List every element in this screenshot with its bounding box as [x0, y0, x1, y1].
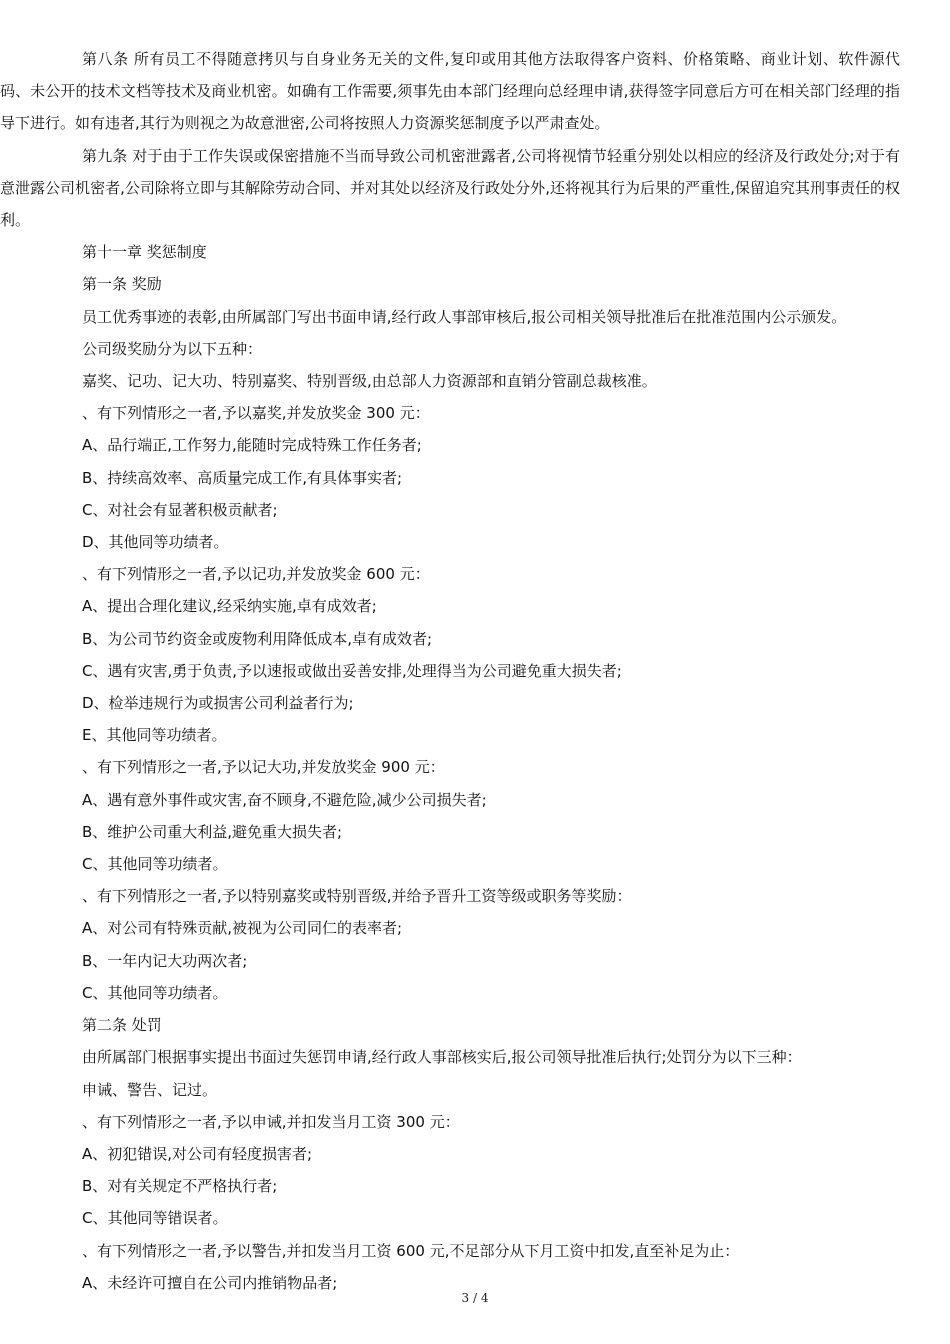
list-item: D、检举违规行为或损害公司利益者行为; [82, 694, 354, 713]
article-9-paragraph: 第九条 对于由于工作失误或保密措施不当而导致公司机密泄露者,公司将视情节轻重分别处以相应的经济及行政处分;对于有意泄露公司机密者,公司除将立即与其解除劳动合同、并对其处以经济及行政处分外,还将视其行为后果的严重性,保留追究其刑事责任的权利。 [0, 146, 900, 230]
list-item: C、其他同等功绩者。 [82, 855, 228, 874]
warning-clause: 、有下列情形之一者,予以警告,并扣发当月工资 600 元,不足部分从下月工资中扣发,直至补足为止： [82, 1241, 740, 1260]
list-item: C、对社会有显著积极贡献者; [82, 500, 278, 519]
list-item: C、遇有灾害,勇于负责,予以速报或做出妥善安排,处理得当为公司避免重大损失者; [82, 661, 622, 680]
reprimand-clause: 、有下列情形之一者,予以申诫,并扣发当月工资 300 元： [82, 1112, 460, 1131]
commendation-clause: 、有下列情形之一者,予以嘉奖,并发放奖金 300 元： [82, 404, 430, 423]
chapter-11-heading: 第十一章 奖惩制度 [82, 243, 207, 262]
list-item: D、其他同等功绩者。 [82, 533, 229, 552]
list-item: E、其他同等功绩者。 [82, 726, 227, 745]
reward-procedure-paragraph: 员工优秀事迹的表彰,由所属部门写出书面申请,经行政人事部审核后,报公司相关领导批准后在批准范围内公示颁发。 [82, 307, 847, 326]
list-item: A、提出合理化建议,经采纳实施,卓有成效者; [82, 597, 377, 616]
article-8-paragraph: 第八条 所有员工不得随意拷贝与自身业务无关的文件,复印或用其他方法取得客户资料、价格策略、商业计划、软件源代码、未公开的技术文档等技术及商业机密。如确有工作需要,须事先由本部门经理向总经理申请,获得签字同意后方可在相关部门经理的指导下进行。如有违者,其行为则视之为故意泄密,公司将按照人力资源奖惩制度予以严肃查处。 [0, 50, 900, 133]
major-merit-clause: 、有下列情形之一者,予以记大功,并发放奖金 900 元： [82, 758, 445, 777]
list-item: B、为公司节约资金或废物利用降低成本,卓有成效者; [82, 629, 433, 648]
list-item: B、对有关规定不严格执行者; [82, 1177, 278, 1196]
list-item: C、其他同等功绩者。 [82, 983, 228, 1002]
penalty-procedure-paragraph: 由所属部门根据事实提出书面过失惩罚申请,经行政人事部核实后,报公司领导批准后执行;处罚分为以下三种： [82, 1048, 802, 1067]
special-reward-clause: 、有下列情形之一者,予以特别嘉奖或特别晋级,并给予晋升工资等级或职务等奖励： [82, 887, 632, 906]
list-item: A、初犯错误,对公司有轻度损害者; [82, 1144, 313, 1163]
list-item: B、一年内记大功两次者; [82, 951, 248, 970]
reward-types-list: 嘉奖、记功、记大功、特别嘉奖、特别晋级,由总部人力资源部和直销分管副总裁核准。 [82, 372, 657, 391]
list-item: A、对公司有特殊贡献,被视为公司同仁的表率者; [82, 919, 403, 938]
list-item: B、维护公司重大利益,避免重大损失者; [82, 822, 343, 841]
list-item: C、其他同等错误者。 [82, 1209, 228, 1228]
list-item: A、遇有意外事件或灾害,奋不顾身,不避危险,减少公司损失者; [82, 790, 487, 809]
document-body [0, 43, 900, 1299]
article-1-heading: 第一条 奖励 [82, 275, 162, 294]
list-item: B、持续高效率、高质量完成工作,有具体事实者; [82, 468, 403, 487]
reward-types-intro: 公司级奖励分为以下五种： [82, 339, 263, 358]
penalty-types-list: 申诫、警告、记过。 [82, 1080, 218, 1099]
list-item: A、品行端正,工作努力,能随时完成特殊工作任务者; [82, 436, 422, 455]
list-item: A、未经许可擅自在公司内推销物品者; [82, 1273, 338, 1292]
article-2-heading: 第二条 处罚 [82, 1016, 162, 1035]
page-number: 3 / 4 [461, 1291, 489, 1305]
merit-clause: 、有下列情形之一者,予以记功,并发放奖金 600 元： [82, 565, 430, 584]
